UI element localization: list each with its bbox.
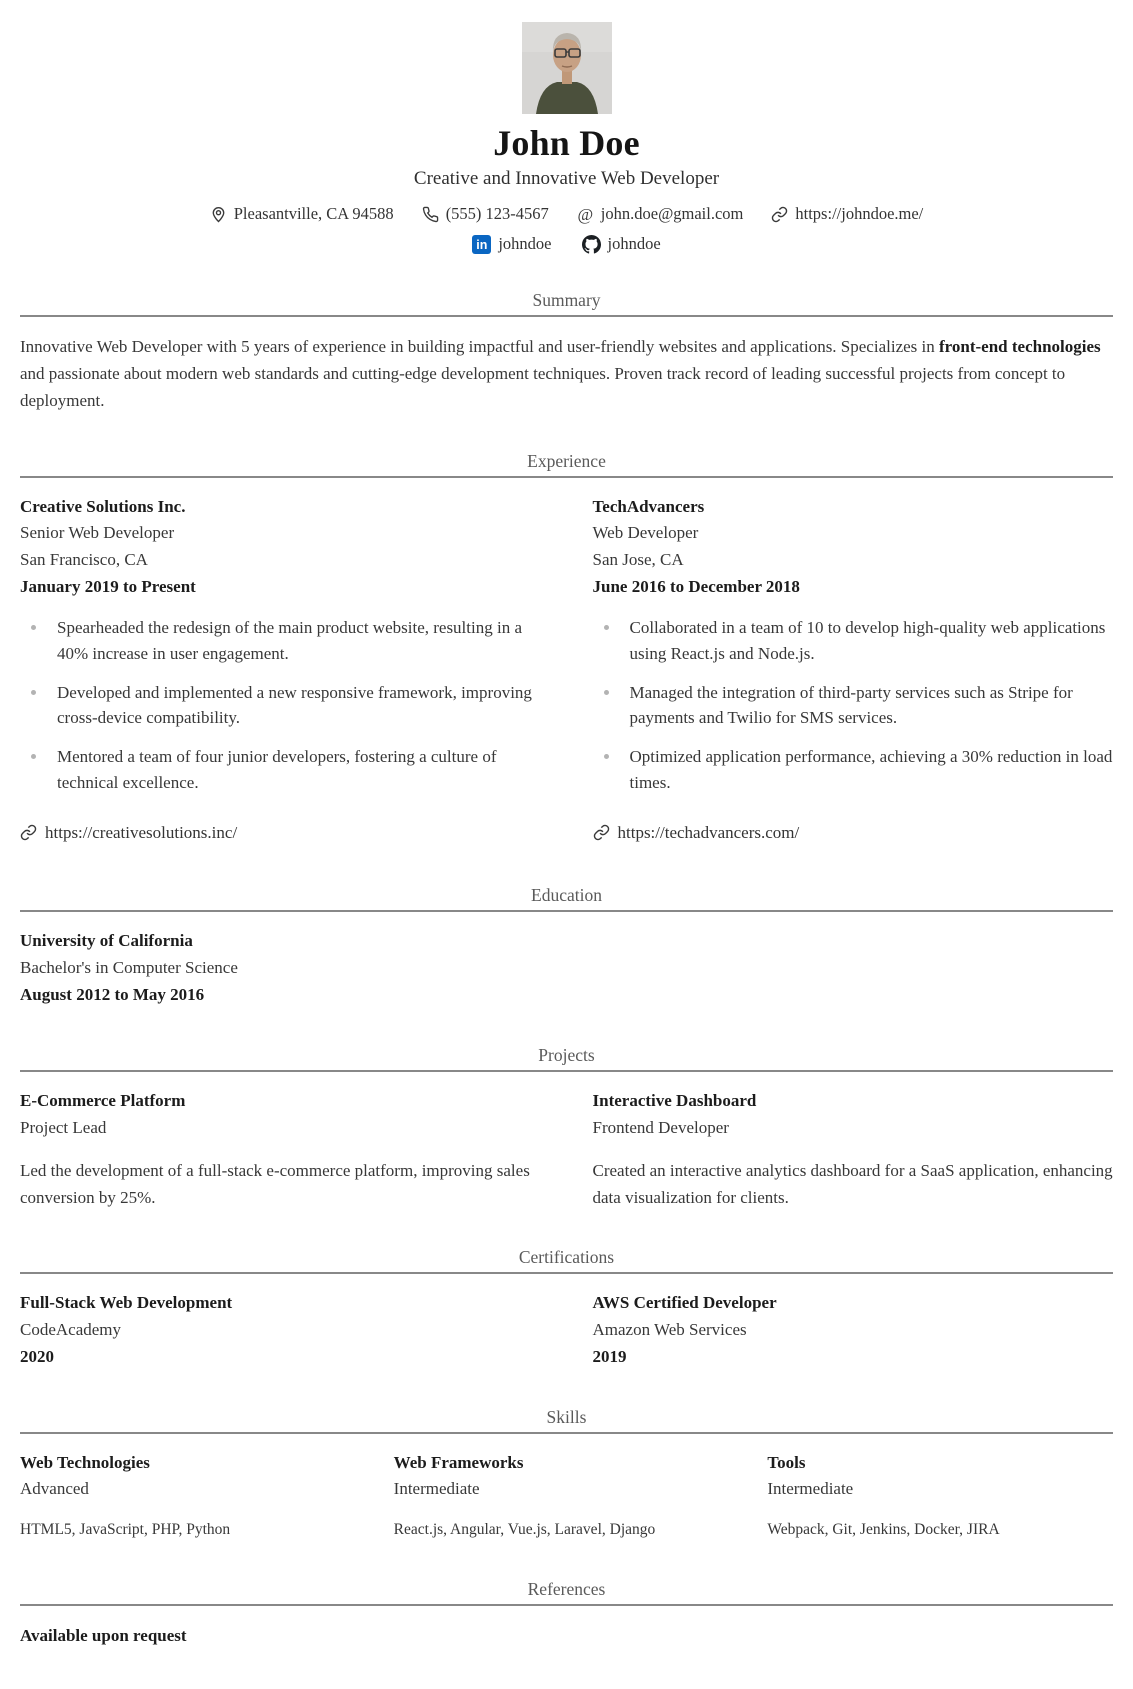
linkedin-profile[interactable] — [472, 234, 551, 254]
projects-title: Projects — [538, 1044, 595, 1065]
skill-keywords: HTML5, JavaScript, PHP, Python — [20, 1521, 231, 1539]
section-divider — [20, 1604, 1113, 1606]
certification-issuer: Amazon Web Services — [592, 1319, 747, 1339]
bullet-item: Spearheaded the redesign of the main product website, resulting in a 40% increase in user engagement. — [20, 615, 541, 667]
github-icon — [582, 235, 601, 254]
project-entry — [593, 1088, 1114, 1211]
github-profile[interactable] — [582, 234, 661, 254]
project-role: Frontend Developer — [592, 1117, 729, 1137]
section-certifications — [20, 1247, 1113, 1371]
section-skills — [20, 1407, 1113, 1544]
skill-name: Tools — [767, 1452, 806, 1472]
section-divider — [20, 1432, 1113, 1434]
project-description: Led the development of a full-stack e-commerce platform, improving sales conversion by 25%. — [20, 1160, 530, 1207]
employment-dates: January 2019 to Present — [20, 577, 196, 597]
at-icon: @ — [577, 204, 594, 224]
section-education — [20, 885, 1113, 1009]
skill-group — [20, 1450, 366, 1544]
summary-text-part: and passionate about modern web standards and cutting-edge development techniques. Proven track record of leading successful projects from concept to deployment. — [20, 364, 1066, 411]
contact-website[interactable] — [771, 204, 923, 224]
company-url-text: https://creativesolutions.inc/ — [45, 822, 238, 842]
contact-location — [210, 204, 394, 224]
school-name: University of California — [20, 931, 193, 951]
skills-title: Skills — [546, 1406, 587, 1427]
section-references — [20, 1579, 1113, 1649]
certification-issuer: CodeAcademy — [20, 1319, 122, 1339]
skill-keywords: React.js, Angular, Vue.js, Laravel, Django — [393, 1521, 656, 1539]
linkedin-handle: johndoe — [498, 234, 552, 253]
section-divider — [20, 476, 1113, 478]
employment-dates: June 2016 to December 2018 — [592, 577, 800, 597]
degree: Bachelor's in Computer Science — [20, 958, 238, 978]
education-dates: August 2012 to May 2016 — [20, 984, 205, 1004]
project-role: Project Lead — [20, 1117, 107, 1137]
section-projects — [20, 1045, 1113, 1211]
section-divider — [20, 1070, 1113, 1072]
contact-email-text: john.doe@gmail.com — [600, 204, 744, 223]
experience-title: Experience — [527, 450, 606, 471]
position-title: Senior Web Developer — [20, 523, 175, 543]
candidate-headline: Creative and Innovative Web Developer — [413, 168, 720, 189]
certification-name: AWS Certified Developer — [592, 1292, 777, 1312]
education-title: Education — [531, 885, 602, 906]
bullet-item: Managed the integration of third-party services such as Stripe for payments and Twilio for SMS services. — [593, 680, 1114, 732]
project-entry — [20, 1088, 541, 1211]
linkedin-icon: in — [472, 235, 491, 254]
skill-name: Web Technologies — [20, 1452, 150, 1472]
bullet-item: Collaborated in a team of 10 to develop high-quality web applications using React.js and Node.js. — [593, 615, 1114, 667]
certification-year: 2020 — [20, 1346, 54, 1366]
skill-group — [394, 1450, 740, 1544]
section-divider — [20, 910, 1113, 912]
skill-level: Advanced — [20, 1479, 89, 1499]
contact-phone — [422, 204, 549, 224]
contact-phone-text: (555) 123-4567 — [445, 204, 549, 223]
section-divider — [20, 315, 1113, 317]
certification-entry — [20, 1290, 541, 1371]
resume-header — [20, 22, 1113, 254]
link-icon — [593, 824, 610, 841]
certification-year: 2019 — [592, 1346, 627, 1366]
link-icon — [771, 206, 788, 223]
skill-level: Intermediate — [393, 1479, 480, 1499]
skill-level: Intermediate — [767, 1479, 854, 1499]
bullet-item: Optimized application performance, achieving a 30% reduction in load times. — [593, 744, 1114, 796]
summary-text-bold: front-end technologies — [939, 337, 1101, 356]
skill-keywords: Webpack, Git, Jenkins, Docker, JIRA — [767, 1521, 1000, 1539]
certification-entry — [593, 1290, 1114, 1371]
experience-bullets — [20, 615, 541, 796]
certification-name: Full-Stack Web Development — [20, 1292, 233, 1312]
project-name: Interactive Dashboard — [592, 1090, 757, 1110]
github-handle: johndoe — [607, 234, 661, 253]
contact-location-text: Pleasantville, CA 94588 — [233, 204, 394, 223]
link-icon — [20, 824, 37, 841]
summary-title: Summary — [532, 290, 601, 310]
company-location: San Jose, CA — [592, 550, 684, 570]
project-description: Created an interactive analytics dashboard for a SaaS application, enhancing data visualization for clients. — [592, 1160, 1113, 1207]
company-location: San Francisco, CA — [20, 550, 148, 570]
section-divider — [20, 1272, 1113, 1274]
bullet-item: Developed and implemented a new responsive framework, improving cross-device compatibility. — [20, 680, 541, 732]
company-url-text: https://techadvancers.com/ — [617, 822, 800, 842]
contact-email[interactable] — [577, 204, 744, 224]
section-summary — [20, 290, 1113, 415]
company-name: Creative Solutions Inc. — [20, 496, 186, 516]
candidate-name: John Doe — [493, 123, 640, 163]
contact-row — [20, 204, 1113, 224]
contact-website-text: https://johndoe.me/ — [795, 204, 924, 223]
skill-group — [767, 1450, 1113, 1544]
certifications-title: Certifications — [518, 1246, 615, 1267]
references-text: Available upon request — [20, 1626, 187, 1646]
skill-name: Web Frameworks — [393, 1452, 524, 1472]
company-name: TechAdvancers — [592, 496, 705, 516]
phone-icon — [422, 206, 439, 223]
experience-entry — [20, 494, 541, 850]
profile-photo — [522, 22, 612, 114]
company-url-link[interactable] — [593, 819, 800, 846]
section-experience — [20, 451, 1113, 850]
references-title: References — [527, 1579, 606, 1600]
company-url-link[interactable] — [20, 819, 237, 846]
summary-text-part: Innovative Web Developer with 5 years of experience in building impactful and user-friendly websites and applications. Specializes in — [20, 337, 939, 356]
experience-entry — [593, 494, 1114, 850]
summary-text — [20, 333, 1113, 415]
map-pin-icon — [210, 206, 227, 223]
social-row — [20, 234, 1113, 254]
bullet-item: Mentored a team of four junior developers, fostering a culture of technical excellence. — [20, 744, 541, 796]
experience-bullets — [593, 615, 1114, 796]
position-title: Web Developer — [592, 523, 699, 543]
project-name: E-Commerce Platform — [20, 1090, 186, 1110]
